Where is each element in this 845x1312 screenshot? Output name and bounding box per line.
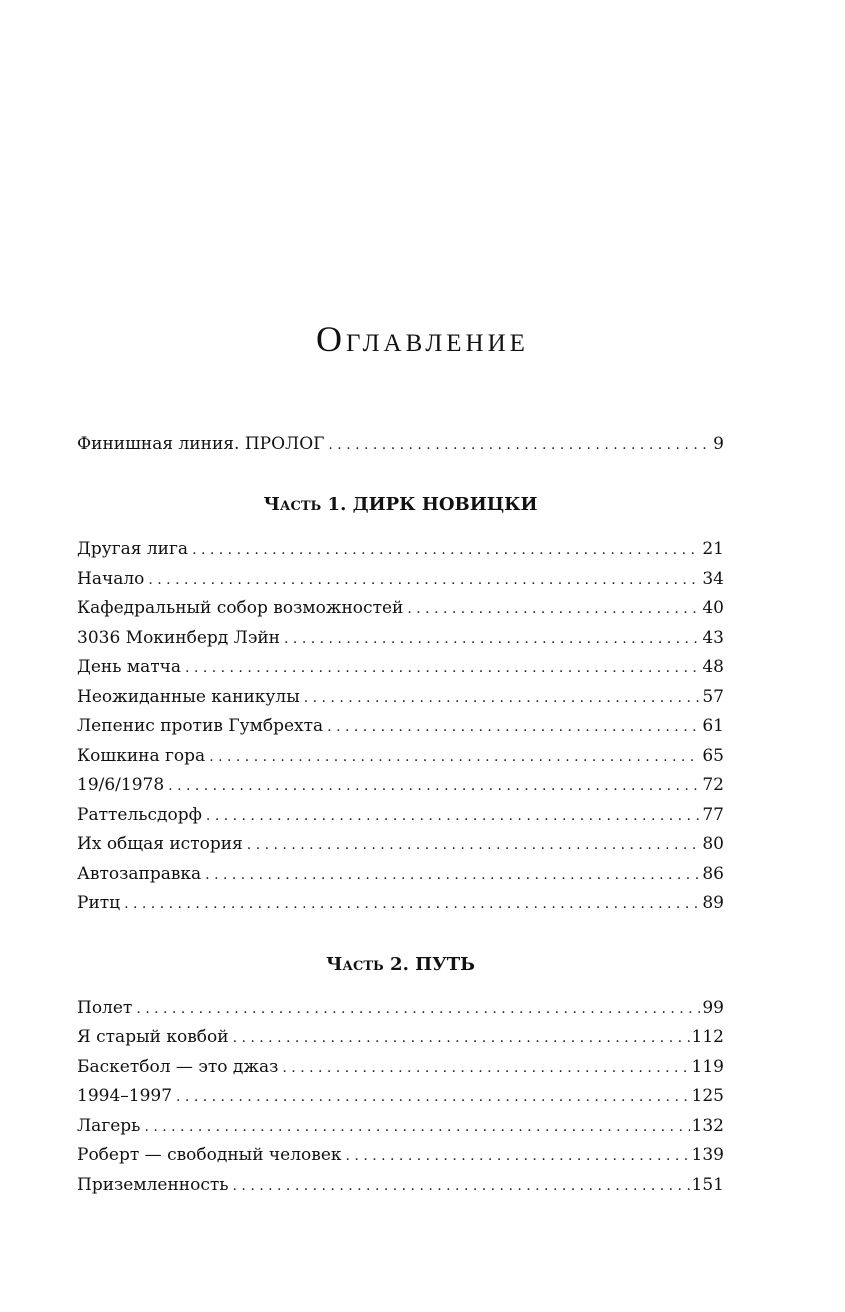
part-label: Часть 2.	[326, 954, 409, 975]
dot-leader	[233, 1174, 690, 1198]
entry-label: Их общая история	[77, 834, 243, 854]
entry-label: Финишная линия. ПРОЛОГ	[77, 434, 325, 454]
entry-page-number: 40	[702, 598, 724, 618]
entry-label: Неожиданные каникулы	[77, 687, 300, 707]
entry-page-number: 77	[702, 805, 724, 825]
entry-label: Роберт — свободный человек	[77, 1145, 342, 1165]
part-title: ДИРК НОВИЦКИ	[352, 494, 538, 515]
entry-page-number: 65	[702, 746, 724, 766]
entry-page-number: 34	[702, 569, 724, 589]
dot-leader	[168, 774, 700, 798]
entry-page-number: 125	[691, 1086, 724, 1106]
dot-leader	[327, 715, 700, 739]
toc-entry	[77, 773, 724, 797]
toc-entry	[77, 744, 724, 768]
entry-label: Раттельсдорф	[77, 805, 202, 825]
entry-page-number: 21	[702, 539, 724, 559]
dot-leader	[407, 597, 700, 621]
dot-leader	[124, 892, 700, 916]
dot-leader	[176, 1085, 690, 1109]
entry-label: Кошкина гора	[77, 746, 206, 766]
entry-label: Другая лига	[77, 539, 189, 559]
toc-entry	[77, 596, 724, 620]
dot-leader	[304, 686, 701, 710]
entry-page-number: 132	[691, 1116, 724, 1136]
entry-label: 3036 Мокинберд Лэйн	[77, 628, 281, 648]
entry-label: Ритц	[77, 893, 121, 913]
entry-page-number: 112	[691, 1027, 724, 1047]
toc-entry	[77, 1114, 724, 1138]
toc-entry	[77, 832, 724, 856]
entry-page-number: 61	[702, 716, 724, 736]
toc-entry	[77, 803, 724, 827]
entry-page-number: 72	[702, 775, 724, 795]
toc-entry	[77, 567, 724, 591]
entry-label: Начало	[77, 569, 145, 589]
dot-leader	[247, 833, 701, 857]
dot-leader	[205, 863, 700, 887]
entry-page-number: 151	[691, 1175, 724, 1195]
toc-entry	[77, 1173, 724, 1197]
toc-entry	[77, 714, 724, 738]
dot-leader	[282, 1056, 689, 1080]
toc-entry	[77, 537, 724, 561]
entry-label: Баскетбол — это джаз	[77, 1057, 279, 1077]
entry-page-number: 119	[691, 1057, 724, 1077]
part-title: ПУТЬ	[415, 954, 475, 975]
dot-leader	[192, 538, 700, 562]
dot-leader	[136, 997, 700, 1021]
dot-leader	[284, 627, 700, 651]
entry-label: Полет	[77, 998, 133, 1018]
toc-entry	[77, 1084, 724, 1108]
dot-leader	[185, 656, 700, 680]
entry-label: Я старый ковбой	[77, 1027, 229, 1047]
entry-page-number: 80	[702, 834, 724, 854]
entry-page-number: 48	[702, 657, 724, 677]
entry-label: 1994–1997	[77, 1086, 173, 1106]
entry-page-number: 99	[702, 998, 724, 1018]
entry-label: Лагерь	[77, 1116, 141, 1136]
entry-page-number: 86	[702, 864, 724, 884]
dot-leader	[346, 1144, 690, 1168]
entry-page-number: 43	[702, 628, 724, 648]
toc-entry	[77, 655, 724, 679]
page-title: Оглавление	[316, 319, 529, 359]
entry-label: Кафедральный собор возможностей	[77, 598, 404, 618]
entry-label: Автозаправка	[77, 864, 202, 884]
part-1-heading	[77, 492, 724, 518]
entry-page-number: 9	[713, 434, 724, 454]
toc-entry-prologue	[77, 432, 724, 456]
toc-entry	[77, 626, 724, 650]
dot-leader	[209, 745, 700, 769]
dot-leader	[206, 804, 700, 828]
toc-entry	[77, 862, 724, 886]
entry-page-number: 57	[702, 687, 724, 707]
toc-entry	[77, 996, 724, 1020]
part-2-heading	[77, 952, 724, 978]
toc-entry	[77, 891, 724, 915]
toc-entry	[77, 1143, 724, 1167]
part-label: Часть 1.	[263, 494, 347, 515]
toc-entry	[77, 1055, 724, 1079]
toc-entry	[77, 685, 724, 709]
entry-label: Приземленность	[77, 1175, 229, 1195]
dot-leader	[148, 568, 700, 592]
entry-label: 19/6/1978	[77, 775, 165, 795]
entry-label: День матча	[77, 657, 182, 677]
dot-leader	[233, 1026, 690, 1050]
dot-leader	[144, 1115, 689, 1139]
toc-entry	[77, 1025, 724, 1049]
entry-label: Лепенис против Гумбрехта	[77, 716, 324, 736]
entry-page-number: 89	[702, 893, 724, 913]
entry-page-number: 139	[691, 1145, 724, 1165]
dot-leader	[328, 433, 711, 457]
